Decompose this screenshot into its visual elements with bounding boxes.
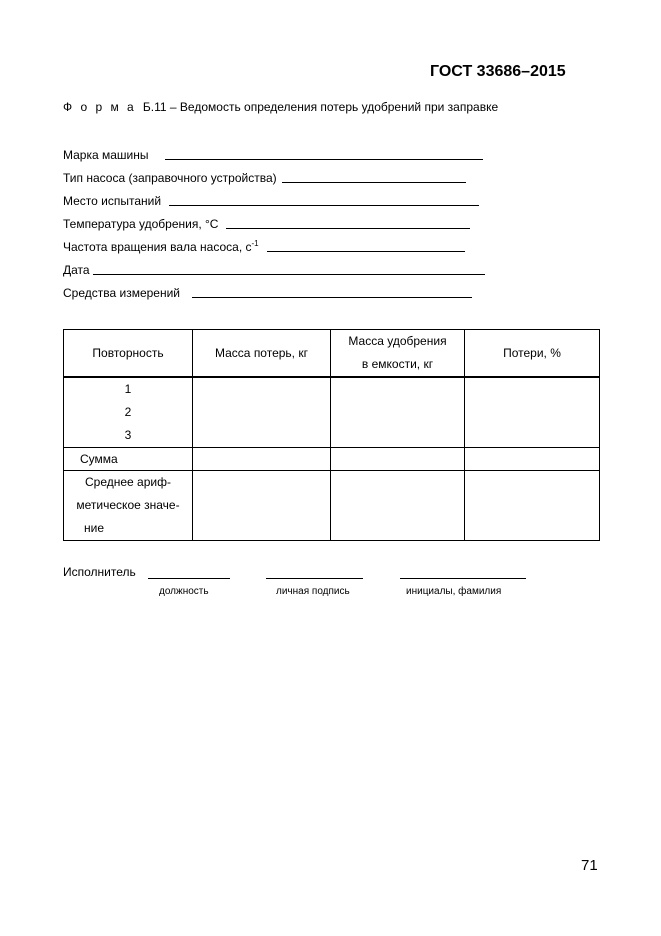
tank-mass-cell[interactable] (331, 448, 465, 471)
field-test-site (63, 191, 479, 209)
executor-label: Исполнитель (63, 565, 136, 579)
table-row (64, 377, 600, 448)
header-loss-percent: Потери, % (465, 330, 600, 378)
header-tank-mass-line1: Масса удобрения (348, 334, 447, 348)
loss-mass-cell[interactable] (193, 448, 331, 471)
field-label: Температура удобрения, °С (63, 217, 219, 231)
field-label (63, 239, 259, 255)
repeat-number: 1 (124, 382, 132, 396)
mean-label-line: ние (84, 521, 105, 535)
header-repeat: Повторность (64, 330, 193, 378)
header-loss-mass: Масса потерь, кг (193, 330, 331, 378)
table-header-row (64, 330, 600, 378)
tank-mass-cell[interactable] (331, 471, 465, 541)
mean-label (64, 471, 193, 541)
header-tank-mass-line2: в емкости, кг (361, 357, 434, 371)
signature-caption: личная подпись (276, 586, 350, 597)
name-caption: инициалы, фамилия (406, 586, 502, 597)
loss-percent-cell[interactable] (465, 377, 600, 448)
form-prefix: Ф о р м а (63, 100, 137, 114)
field-label: Место испытаний (63, 194, 162, 208)
table-row (64, 471, 600, 541)
fill-line[interactable] (93, 274, 485, 275)
loss-percent-cell[interactable] (465, 448, 600, 471)
field-pump-type (63, 168, 466, 186)
position-caption: должность (159, 586, 209, 597)
fill-line[interactable] (169, 205, 479, 206)
loss-mass-cell[interactable] (193, 377, 331, 448)
fill-line[interactable] (165, 159, 483, 160)
sum-label: Сумма (64, 448, 193, 471)
field-label: Средства измерений (63, 286, 181, 300)
mean-label-line: метическое значе- (76, 498, 180, 512)
field-label: Тип насоса (заправочного устройства) (63, 171, 277, 185)
mean-label-line: Среднее ариф- (85, 475, 171, 489)
field-label-exponent: -1 (251, 239, 259, 248)
form-name: – Ведомость определения потерь удобрений при заправке (169, 100, 499, 114)
repeat-number: 3 (124, 428, 132, 442)
field-fertilizer-temperature (63, 214, 470, 232)
fill-line[interactable] (192, 297, 472, 298)
repeats-cell (64, 377, 193, 448)
fill-line[interactable] (267, 251, 465, 252)
field-label-text: Частота вращения вала насоса, с (63, 240, 252, 254)
field-label: Марка машины (63, 148, 149, 162)
name-line[interactable] (400, 578, 526, 579)
tank-mass-cell[interactable] (331, 377, 465, 448)
loss-percent-cell[interactable] (465, 471, 600, 541)
position-line[interactable] (148, 578, 230, 579)
standard-number: ГОСТ 33686–2015 (430, 63, 566, 80)
field-machine-brand (63, 145, 483, 163)
page-number: 71 (581, 857, 598, 874)
table-row (64, 448, 600, 471)
signature-line[interactable] (266, 578, 363, 579)
field-label: Дата (63, 263, 90, 277)
field-shaft-speed (63, 237, 465, 255)
field-instruments (63, 283, 472, 301)
loss-mass-cell[interactable] (193, 471, 331, 541)
field-date (63, 260, 485, 278)
form-title (63, 100, 498, 114)
header-tank-mass (331, 330, 465, 378)
repeat-number: 2 (124, 405, 132, 419)
fill-line[interactable] (226, 228, 470, 229)
fill-line[interactable] (282, 182, 466, 183)
form-number: Б.11 (142, 100, 167, 114)
losses-table (63, 329, 600, 541)
